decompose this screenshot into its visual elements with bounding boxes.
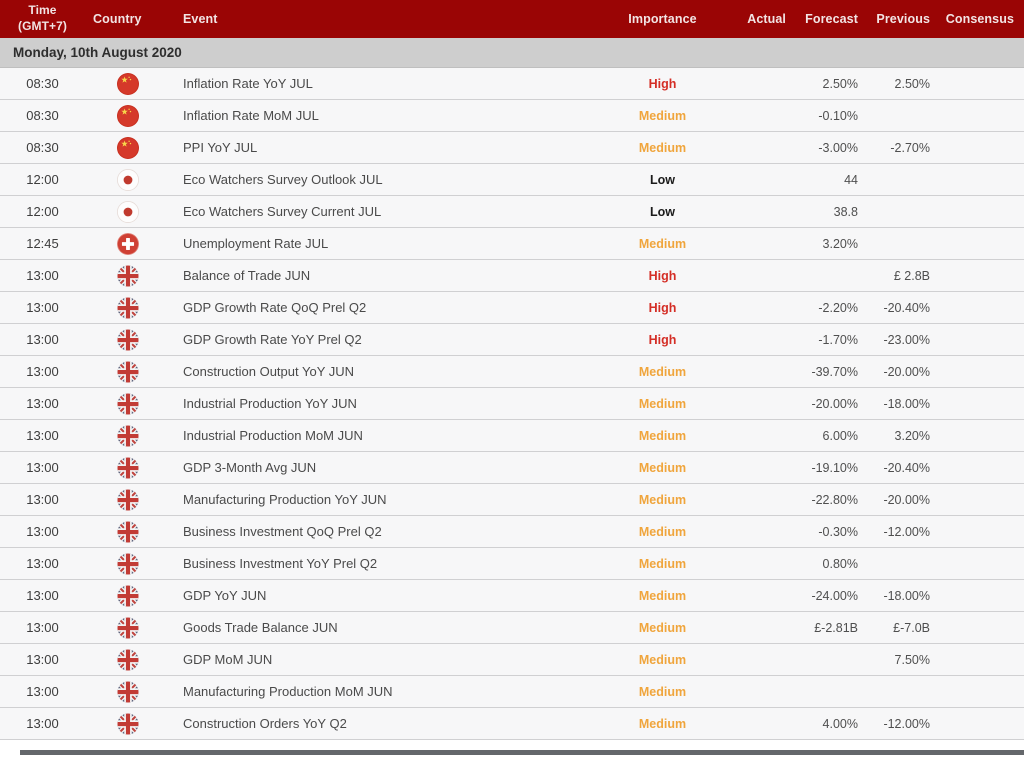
next-section-divider	[20, 750, 1024, 755]
table-row[interactable]	[0, 452, 1024, 484]
time-cell: 13:00	[26, 364, 59, 379]
table-row[interactable]	[0, 196, 1024, 228]
time-cell: 13:00	[26, 460, 59, 475]
importance-cell: High	[648, 268, 677, 283]
forecast-cell: 0.80%	[822, 556, 858, 571]
event-cell[interactable]: Goods Trade Balance JUN	[183, 620, 338, 635]
event-cell[interactable]: PPI YoY JUL	[183, 140, 258, 155]
date-label: Monday, 10th August 2020	[13, 45, 182, 60]
forecast-cell: -20.00%	[811, 396, 858, 411]
column-header-importance: Importance	[628, 12, 697, 26]
forecast-cell: £-2.81B	[814, 620, 858, 635]
time-cell: 13:00	[26, 268, 59, 283]
previous-cell: -18.00%	[883, 396, 930, 411]
time-cell: 13:00	[26, 716, 59, 731]
importance-cell: Medium	[638, 460, 687, 475]
flag-uk-icon	[85, 329, 170, 351]
flag-japan-icon	[85, 169, 170, 191]
previous-cell: -20.40%	[883, 300, 930, 315]
importance-cell: Medium	[638, 716, 687, 731]
flag-uk-icon	[85, 617, 170, 639]
time-cell: 12:00	[26, 172, 59, 187]
importance-cell: Medium	[638, 684, 687, 699]
previous-cell: -12.00%	[883, 524, 930, 539]
table-row[interactable]	[0, 228, 1024, 260]
event-cell[interactable]: GDP YoY JUN	[183, 588, 267, 603]
flag-uk-icon	[85, 585, 170, 607]
previous-cell: -12.00%	[883, 716, 930, 731]
column-header-time	[0, 3, 85, 34]
column-header-actual: Actual	[747, 12, 786, 26]
event-cell[interactable]: Manufacturing Production MoM JUN	[183, 684, 393, 699]
event-cell[interactable]: Manufacturing Production YoY JUN	[183, 492, 387, 507]
event-cell[interactable]: Balance of Trade JUN	[183, 268, 311, 283]
previous-cell: -20.00%	[883, 492, 930, 507]
table-row[interactable]	[0, 260, 1024, 292]
table-row[interactable]	[0, 68, 1024, 100]
previous-cell: -18.00%	[883, 588, 930, 603]
forecast-cell: -1.70%	[818, 332, 858, 347]
column-header-forecast: Forecast	[805, 12, 858, 26]
importance-cell: Medium	[638, 236, 687, 251]
flag-uk-icon	[85, 425, 170, 447]
previous-cell: -2.70%	[890, 140, 930, 155]
event-cell[interactable]: Construction Output YoY JUN	[183, 364, 355, 379]
time-cell: 08:30	[26, 108, 59, 123]
event-cell[interactable]: Eco Watchers Survey Outlook JUL	[183, 172, 383, 187]
table-row[interactable]	[0, 324, 1024, 356]
flag-uk-icon	[85, 265, 170, 287]
previous-cell: -20.00%	[883, 364, 930, 379]
forecast-cell: 44	[844, 172, 858, 187]
time-cell: 13:00	[26, 524, 59, 539]
column-header-time-line1: Time	[28, 3, 57, 18]
flag-uk-icon	[85, 457, 170, 479]
previous-cell: -20.40%	[883, 460, 930, 475]
column-header-time-line2: (GMT+7)	[17, 19, 68, 33]
importance-cell: Medium	[638, 556, 687, 571]
forecast-cell: 3.20%	[822, 236, 858, 251]
event-cell[interactable]: GDP MoM JUN	[183, 652, 273, 667]
time-cell: 12:45	[26, 236, 59, 251]
time-cell: 13:00	[26, 396, 59, 411]
forecast-cell: -24.00%	[811, 588, 858, 603]
flag-china-icon	[85, 105, 170, 127]
importance-cell: Medium	[638, 140, 687, 155]
table-row[interactable]	[0, 164, 1024, 196]
flag-uk-icon	[85, 489, 170, 511]
time-cell: 13:00	[26, 428, 59, 443]
forecast-cell: -22.80%	[811, 492, 858, 507]
time-cell: 13:00	[26, 556, 59, 571]
table-row[interactable]	[0, 484, 1024, 516]
time-cell: 13:00	[26, 620, 59, 635]
flag-uk-icon	[85, 393, 170, 415]
flag-china-icon	[85, 137, 170, 159]
importance-cell: Medium	[638, 396, 687, 411]
time-cell: 13:00	[26, 684, 59, 699]
calendar-header-row	[0, 0, 1024, 38]
event-cell[interactable]: GDP Growth Rate YoY Prel Q2	[183, 332, 362, 347]
table-row[interactable]	[0, 516, 1024, 548]
importance-cell: Medium	[638, 364, 687, 379]
date-separator-row	[0, 38, 1024, 68]
event-cell[interactable]: Industrial Production YoY JUN	[183, 396, 357, 411]
time-cell: 13:00	[26, 588, 59, 603]
event-cell[interactable]: Business Investment YoY Prel Q2	[183, 556, 378, 571]
flag-china-icon	[85, 73, 170, 95]
flag-uk-icon	[85, 361, 170, 383]
forecast-cell: 6.00%	[822, 428, 858, 443]
event-cell[interactable]: Industrial Production MoM JUN	[183, 428, 363, 443]
forecast-cell: -3.00%	[818, 140, 858, 155]
importance-cell: Medium	[638, 620, 687, 635]
flag-japan-icon	[85, 201, 170, 223]
event-cell[interactable]: Construction Orders YoY Q2	[183, 716, 347, 731]
importance-cell: High	[648, 332, 677, 347]
forecast-cell: 4.00%	[822, 716, 858, 731]
flag-uk-icon	[85, 297, 170, 319]
flag-switzerland-icon	[85, 233, 170, 255]
flag-uk-icon	[85, 649, 170, 671]
importance-cell: Low	[650, 204, 675, 219]
importance-cell: High	[648, 300, 677, 315]
flag-uk-icon	[85, 713, 170, 735]
previous-cell: 3.20%	[894, 428, 930, 443]
importance-cell: Medium	[638, 588, 687, 603]
previous-cell: £-7.0B	[893, 620, 930, 635]
event-cell[interactable]: Unemployment Rate JUL	[183, 236, 329, 251]
column-header-consensus: Consensus	[945, 12, 1014, 26]
time-cell: 08:30	[26, 76, 59, 91]
table-row[interactable]	[0, 356, 1024, 388]
forecast-cell: -2.20%	[818, 300, 858, 315]
table-row[interactable]	[0, 580, 1024, 612]
event-cell[interactable]: Inflation Rate YoY JUL	[183, 76, 313, 91]
forecast-cell: -39.70%	[811, 364, 858, 379]
column-header-previous: Previous	[876, 12, 930, 26]
column-header-country: Country	[93, 12, 142, 26]
column-header-event: Event	[183, 12, 218, 26]
event-cell[interactable]: Inflation Rate MoM JUL	[183, 108, 319, 123]
event-rows	[0, 68, 1024, 740]
event-cell[interactable]: Eco Watchers Survey Current JUL	[183, 204, 382, 219]
table-row[interactable]	[0, 100, 1024, 132]
time-cell: 13:00	[26, 300, 59, 315]
time-cell: 13:00	[26, 652, 59, 667]
flag-uk-icon	[85, 553, 170, 575]
event-cell[interactable]: Business Investment QoQ Prel Q2	[183, 524, 382, 539]
forecast-cell: 2.50%	[822, 76, 858, 91]
importance-cell: Low	[650, 172, 675, 187]
importance-cell: Medium	[638, 108, 687, 123]
table-row[interactable]	[0, 388, 1024, 420]
previous-cell: £ 2.8B	[893, 268, 930, 283]
forecast-cell: -0.10%	[818, 108, 858, 123]
flag-uk-icon	[85, 521, 170, 543]
time-cell: 13:00	[26, 332, 59, 347]
table-row[interactable]	[0, 644, 1024, 676]
event-cell[interactable]: GDP 3-Month Avg JUN	[183, 460, 317, 475]
table-row[interactable]	[0, 708, 1024, 740]
time-cell: 08:30	[26, 140, 59, 155]
previous-cell: 2.50%	[894, 76, 930, 91]
forecast-cell: -19.10%	[811, 460, 858, 475]
event-cell[interactable]: GDP Growth Rate QoQ Prel Q2	[183, 300, 367, 315]
table-row[interactable]	[0, 612, 1024, 644]
previous-cell: -23.00%	[883, 332, 930, 347]
importance-cell: Medium	[638, 524, 687, 539]
importance-cell: Medium	[638, 492, 687, 507]
importance-cell: High	[648, 76, 677, 91]
previous-cell: 7.50%	[894, 652, 930, 667]
forecast-cell: -0.30%	[818, 524, 858, 539]
time-cell: 13:00	[26, 492, 59, 507]
importance-cell: Medium	[638, 428, 687, 443]
table-row[interactable]	[0, 292, 1024, 324]
table-row[interactable]	[0, 132, 1024, 164]
table-row[interactable]	[0, 676, 1024, 708]
forecast-cell: 38.8	[833, 204, 858, 219]
importance-cell: Medium	[638, 652, 687, 667]
flag-uk-icon	[85, 681, 170, 703]
table-row[interactable]	[0, 420, 1024, 452]
table-row[interactable]	[0, 548, 1024, 580]
time-cell: 12:00	[26, 204, 59, 219]
